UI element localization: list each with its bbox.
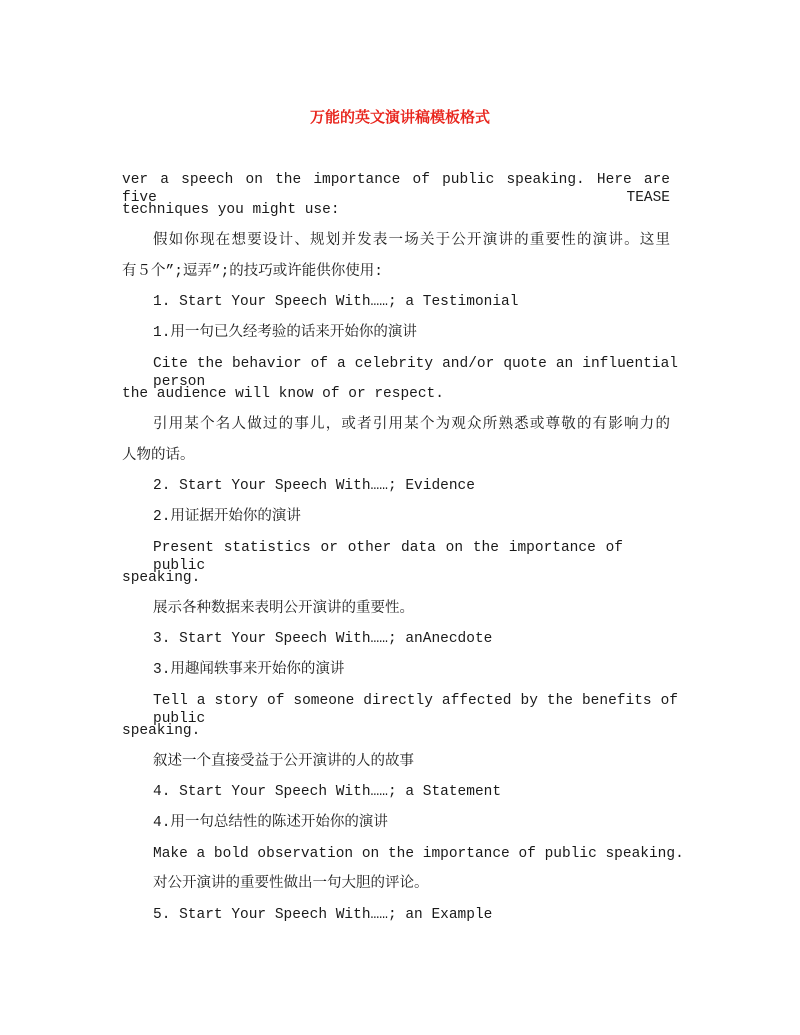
document-title: 万能的英文演讲稿模板格式 bbox=[309, 108, 490, 126]
list-heading: 1. Start Your Speech With……; a Testimonial bbox=[153, 294, 519, 310]
paragraph-line: Cite the behavior of a celebrity and/or quote an influential person bbox=[153, 356, 678, 390]
paragraph-line: Present statistics or other data on the importance of public bbox=[153, 540, 623, 574]
paragraph-line: 有５个”;逗弄”;的技巧或许能供你使用: bbox=[122, 264, 384, 280]
paragraph-line: 人物的话。 bbox=[122, 448, 195, 464]
paragraph-line: Tell a story of someone directly affected by the benefits of public bbox=[153, 693, 678, 727]
paragraph-line: 展示各种数据来表明公开演讲的重要性。 bbox=[153, 601, 414, 617]
list-heading: 3. Start Your Speech With……; anAnecdote bbox=[153, 631, 493, 647]
list-heading: 2. Start Your Speech With……; Evidence bbox=[153, 478, 475, 494]
paragraph-line: 假如你现在想要设计、规划并发表一场关于公开演讲的重要性的演讲。这里 bbox=[153, 233, 670, 249]
list-heading-translation: 4.用一句总结性的陈述开始你的演讲 bbox=[153, 815, 388, 831]
paragraph-line: speaking. bbox=[122, 723, 201, 739]
list-heading: 5. Start Your Speech With……; an Example bbox=[153, 907, 493, 923]
list-heading-translation: 2.用证据开始你的演讲 bbox=[153, 509, 301, 525]
paragraph-line: 引用某个名人做过的事儿，或者引用某个为观众所熟悉或尊敬的有影响力的 bbox=[153, 417, 670, 433]
paragraph-line: speaking. bbox=[122, 570, 201, 586]
paragraph-line: Make a bold observation on the importance of public speaking. bbox=[153, 846, 684, 862]
list-heading-translation: 3.用趣闻轶事来开始你的演讲 bbox=[153, 662, 345, 678]
paragraph-line: ver a speech on the importance of public speaking. Here are five TEASE bbox=[122, 172, 670, 206]
paragraph-line: the audience will know of or respect. bbox=[122, 386, 444, 402]
paragraph-line: techniques you might use: bbox=[122, 202, 340, 218]
list-heading-translation: 1.用一句已久经考验的话来开始你的演讲 bbox=[153, 325, 417, 341]
list-heading: 4. Start Your Speech With……; a Statement bbox=[153, 784, 502, 800]
paragraph-line: 对公开演讲的重要性做出一句大胆的评论。 bbox=[153, 876, 429, 892]
paragraph-line: 叙述一个直接受益于公开演讲的人的故事 bbox=[153, 754, 414, 770]
